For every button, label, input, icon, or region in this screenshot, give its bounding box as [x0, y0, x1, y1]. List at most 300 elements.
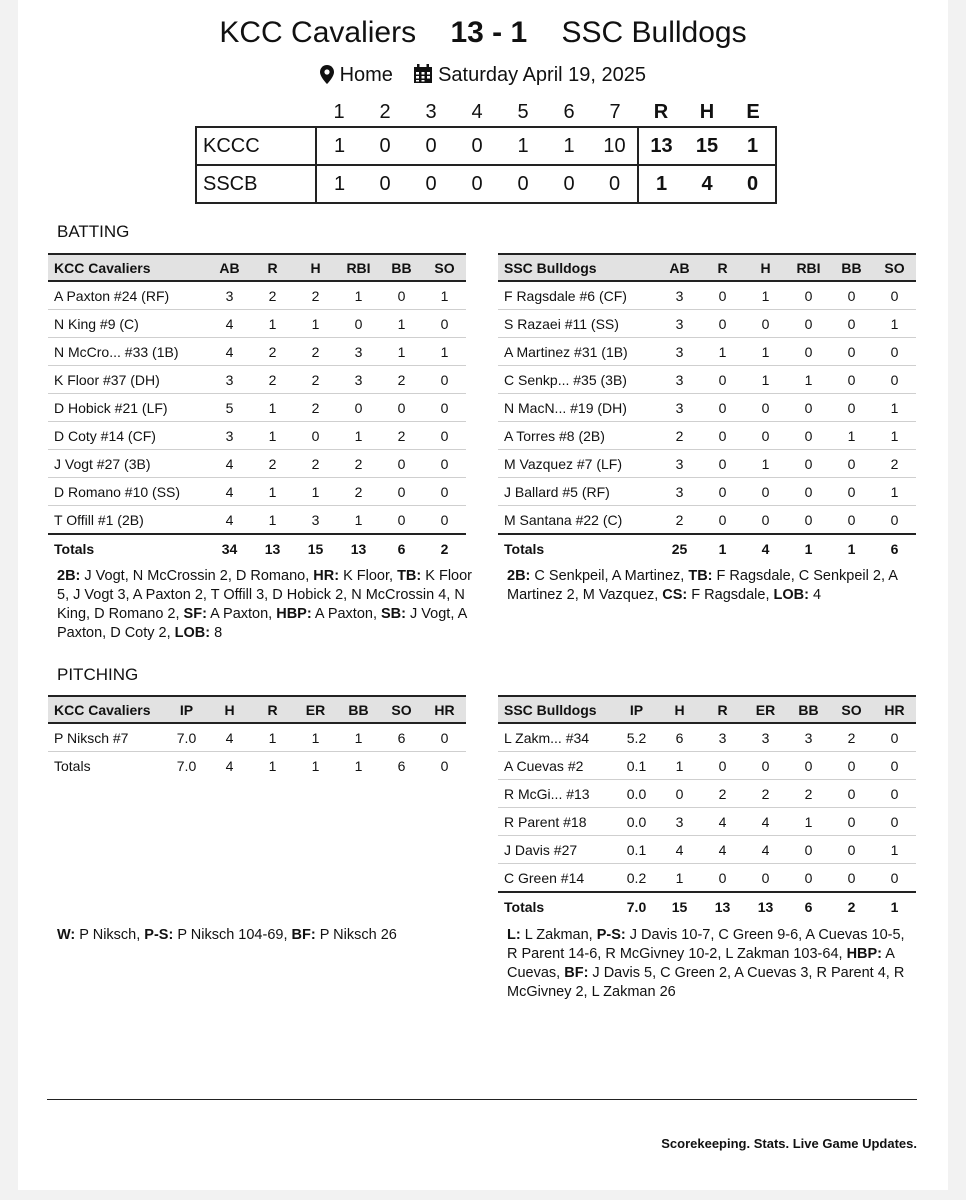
table-row	[48, 366, 466, 394]
stat-value: 4	[744, 534, 787, 562]
stat-value: 15	[658, 892, 701, 920]
total-errors: 1	[730, 127, 776, 165]
stat-value: 2	[873, 450, 916, 478]
stat-value: 0	[787, 310, 830, 338]
stat-value: 4	[208, 310, 251, 338]
stat-value: 0	[830, 864, 873, 893]
stat-value: 0	[830, 506, 873, 535]
table-row	[48, 723, 466, 752]
table-row	[498, 394, 916, 422]
stat-value: 0	[380, 478, 423, 506]
hits-header: H	[699, 100, 715, 123]
note-text: J Davis 5, C Green 2, A Cuevas 3, R Parent 4, R McGivney 2, L Zakman 26	[507, 965, 909, 1000]
stat-value: 0	[701, 478, 744, 506]
stat-value: 0	[830, 836, 873, 864]
note-label: BF:	[564, 965, 589, 981]
stat-value: 0	[701, 450, 744, 478]
stat-value: 0	[873, 723, 916, 752]
stat-value: 0	[873, 281, 916, 310]
player-name: M Santana #22 (C)	[498, 506, 658, 535]
table-row	[48, 478, 466, 506]
stat-value: 7.0	[165, 723, 208, 752]
pitching-section-title: PITCHING	[57, 665, 139, 684]
away-batting-notes	[507, 567, 917, 605]
stat-value: 0	[423, 310, 466, 338]
stat-value: 2	[830, 892, 873, 920]
stat-value: 1	[380, 310, 423, 338]
stat-value: 1	[251, 310, 294, 338]
player-name: C Green #14	[498, 864, 615, 893]
stat-value: 1	[251, 723, 294, 752]
player-name: A Paxton #24 (RF)	[48, 281, 208, 310]
player-name: R Parent #18	[498, 808, 615, 836]
note-text: L Zakman,	[520, 927, 597, 943]
stat-value: 0	[423, 506, 466, 535]
note-label: P-S:	[144, 927, 174, 943]
inning-header: 1	[333, 100, 345, 123]
stat-value: 5.2	[615, 723, 658, 752]
inning-runs: 10	[592, 127, 638, 165]
stat-column-header: H	[208, 696, 251, 723]
player-name: A Torres #8 (2B)	[498, 422, 658, 450]
inning-header: 7	[609, 100, 621, 123]
stat-column-header: HR	[423, 696, 466, 723]
inning-runs: 0	[454, 165, 500, 203]
batting-section-title: BATTING	[57, 222, 130, 241]
stat-value: 1	[873, 478, 916, 506]
player-name: T Offill #1 (2B)	[48, 506, 208, 535]
table-row	[498, 723, 916, 752]
stat-value: 4	[744, 808, 787, 836]
table-row	[498, 836, 916, 864]
note-label: P-S:	[596, 927, 626, 943]
player-name: N McCro... #33 (1B)	[48, 338, 208, 366]
stat-value: 3	[208, 366, 251, 394]
stat-value: 0	[787, 394, 830, 422]
stat-value: 2	[658, 506, 701, 535]
table-row	[498, 450, 916, 478]
table-row	[498, 506, 916, 535]
table-row	[48, 394, 466, 422]
inning-header: 2	[379, 100, 391, 123]
inning-runs: 0	[362, 165, 408, 203]
table-row	[498, 864, 916, 893]
inning-runs: 1	[500, 127, 546, 165]
stat-value: 2	[294, 366, 337, 394]
stat-value: 6	[380, 534, 423, 562]
stat-value: 1	[251, 506, 294, 535]
stat-value: 0	[423, 394, 466, 422]
stat-column-header: H	[744, 254, 787, 281]
stat-value: 1	[744, 366, 787, 394]
stat-value: 0	[423, 478, 466, 506]
inning-runs: 0	[362, 127, 408, 165]
stat-column-header: R	[251, 696, 294, 723]
note-text: J Vogt, N McCrossin 2, D Romano,	[80, 568, 314, 584]
stat-value: 2	[701, 780, 744, 808]
stat-value: 6	[658, 723, 701, 752]
stat-value: 3	[208, 422, 251, 450]
stat-value: 1	[337, 723, 380, 752]
table-row	[498, 338, 916, 366]
note-text: 4	[808, 587, 822, 603]
player-name: A Martinez #31 (1B)	[498, 338, 658, 366]
stat-value: 0	[830, 808, 873, 836]
note-label: LOB:	[174, 625, 211, 641]
stat-value: 3	[208, 281, 251, 310]
stat-value: 5	[208, 394, 251, 422]
player-name: J Davis #27	[498, 836, 615, 864]
stat-value: 2	[787, 780, 830, 808]
stat-value: 4	[744, 836, 787, 864]
note-label: HBP:	[276, 606, 312, 622]
stat-value: 1	[830, 534, 873, 562]
stat-value: 3	[337, 366, 380, 394]
stat-value: 0	[744, 478, 787, 506]
inning-header: 6	[563, 100, 575, 123]
stat-value: 0	[744, 752, 787, 780]
stat-column-header: H	[658, 696, 701, 723]
total-hits: 15	[684, 127, 730, 165]
stat-value: 1	[294, 478, 337, 506]
stat-value: 2	[744, 780, 787, 808]
total-runs: 1	[638, 165, 684, 203]
stat-value: 1	[337, 281, 380, 310]
stat-value: 6	[787, 892, 830, 920]
stat-value: 0	[701, 394, 744, 422]
stat-value: 2	[380, 422, 423, 450]
stat-value: 15	[294, 534, 337, 562]
stat-value: 0	[423, 723, 466, 752]
line-score-row	[196, 127, 776, 165]
stat-value: 0	[701, 310, 744, 338]
stat-value: 3	[658, 366, 701, 394]
stat-column-header: SO	[830, 696, 873, 723]
player-name: Totals	[48, 534, 208, 562]
note-text: K Floor 5, J Vogt 3, A Paxton 2, T Offill 3, D Hobick 2, N McCrossin 4, N King, D Romano 2,	[57, 568, 477, 622]
stat-column-header: BB	[380, 254, 423, 281]
stat-value: 4	[658, 836, 701, 864]
table-row	[498, 752, 916, 780]
table-header-row	[48, 254, 466, 281]
player-name: L Zakm... #34	[498, 723, 615, 752]
inning-runs: 0	[546, 165, 592, 203]
stat-value: 1	[337, 752, 380, 780]
player-name: D Coty #14 (CF)	[48, 422, 208, 450]
stat-value: 1	[251, 752, 294, 780]
stat-value: 3	[658, 338, 701, 366]
stat-value: 1	[658, 864, 701, 893]
note-label: LOB:	[773, 587, 809, 603]
stat-column-header: AB	[208, 254, 251, 281]
away-team-name: SSC Bulldogs	[561, 16, 747, 49]
stat-column-header: SO	[423, 254, 466, 281]
stat-value: 3	[337, 338, 380, 366]
stat-column-header: R	[251, 254, 294, 281]
stat-column-header: RBI	[787, 254, 830, 281]
errors-header: E	[746, 100, 760, 123]
note-text: P Niksch,	[75, 927, 145, 943]
stat-value: 13	[744, 892, 787, 920]
stat-value: 1	[380, 338, 423, 366]
note-label: HR:	[313, 568, 340, 584]
stat-value: 0	[787, 338, 830, 366]
location-pin-icon	[320, 65, 334, 84]
stat-value: 4	[208, 450, 251, 478]
stat-column-header: BB	[337, 696, 380, 723]
stat-value: 0	[380, 281, 423, 310]
stat-value: 0	[380, 394, 423, 422]
stat-value: 3	[294, 506, 337, 535]
note-label: L:	[507, 927, 521, 943]
stat-value: 0	[873, 506, 916, 535]
line-score-team: SSCB	[196, 165, 316, 203]
line-score-table	[195, 98, 777, 204]
stat-value: 2	[830, 723, 873, 752]
stat-value: 2	[251, 366, 294, 394]
home-batting-notes	[57, 567, 477, 643]
stat-value: 3	[658, 394, 701, 422]
stat-value: 1	[873, 422, 916, 450]
stat-value: 1	[423, 281, 466, 310]
stat-value: 0	[744, 394, 787, 422]
stat-column-header: ER	[744, 696, 787, 723]
stat-value: 0	[787, 506, 830, 535]
stat-value: 2	[294, 450, 337, 478]
game-info	[18, 64, 948, 87]
stat-value: 1	[294, 752, 337, 780]
stat-value: 0	[701, 506, 744, 535]
stat-value: 1	[744, 338, 787, 366]
inning-runs: 1	[316, 127, 362, 165]
team-header: KCC Cavaliers	[48, 696, 165, 723]
stat-value: 0	[830, 310, 873, 338]
stat-column-header: IP	[615, 696, 658, 723]
inning-runs: 0	[500, 165, 546, 203]
stat-value: 1	[251, 394, 294, 422]
note-label: SF:	[183, 606, 207, 622]
stat-column-header: AB	[658, 254, 701, 281]
stat-value: 1	[337, 422, 380, 450]
stat-value: 0	[744, 864, 787, 893]
stat-column-header: H	[294, 254, 337, 281]
stat-value: 7.0	[615, 892, 658, 920]
stat-column-header: SO	[873, 254, 916, 281]
stat-value: 4	[701, 808, 744, 836]
note-text: P Niksch 26	[315, 927, 397, 943]
table-row	[48, 506, 466, 535]
stat-value: 0	[787, 422, 830, 450]
game-date: Saturday April 19, 2025	[438, 64, 646, 86]
note-label: 2B:	[507, 568, 531, 584]
stat-value: 0	[787, 752, 830, 780]
stat-value: 0.0	[615, 808, 658, 836]
stat-value: 0	[873, 752, 916, 780]
stat-value: 0	[423, 450, 466, 478]
table-row	[48, 310, 466, 338]
team-header: SSC Bulldogs	[498, 696, 615, 723]
stat-value: 0	[744, 310, 787, 338]
stat-value: 0	[701, 366, 744, 394]
stat-value: 2	[423, 534, 466, 562]
stat-value: 0	[873, 338, 916, 366]
table-header-row	[48, 696, 466, 723]
note-text: 8	[210, 625, 223, 641]
stat-value: 1	[423, 338, 466, 366]
game-location: Home	[339, 64, 393, 86]
line-score-team: KCCC	[196, 127, 316, 165]
player-name: A Cuevas #2	[498, 752, 615, 780]
stat-value: 0	[701, 422, 744, 450]
stat-value: 1	[701, 338, 744, 366]
player-name: F Ragsdale #6 (CF)	[498, 281, 658, 310]
stat-value: 2	[251, 281, 294, 310]
runs-header: R	[653, 100, 669, 123]
note-text: P Niksch 104-69,	[173, 927, 292, 943]
table-header-row	[498, 696, 916, 723]
player-name: J Vogt #27 (3B)	[48, 450, 208, 478]
stat-value: 6	[380, 723, 423, 752]
table-row	[498, 808, 916, 836]
stat-value: 2	[294, 281, 337, 310]
stat-value: 3	[787, 723, 830, 752]
table-header-row	[498, 254, 916, 281]
stat-value: 0	[830, 752, 873, 780]
stat-value: 0	[701, 281, 744, 310]
inning-runs: 1	[316, 165, 362, 203]
stat-value: 3	[658, 310, 701, 338]
stat-value: 3	[658, 478, 701, 506]
footer-tagline: Scorekeeping. Stats. Live Game Updates.	[661, 1136, 917, 1151]
stat-value: 1	[873, 310, 916, 338]
stat-value: 1	[873, 892, 916, 920]
player-name: Totals	[48, 752, 165, 780]
stat-value: 0	[873, 808, 916, 836]
total-runs: 13	[638, 127, 684, 165]
stat-value: 1	[830, 422, 873, 450]
stat-value: 25	[658, 534, 701, 562]
stat-value: 13	[337, 534, 380, 562]
note-label: BF:	[291, 927, 316, 943]
stat-value: 0	[380, 450, 423, 478]
stat-value: 3	[658, 450, 701, 478]
stat-value: 0	[423, 366, 466, 394]
totals-row	[48, 534, 466, 562]
stat-value: 2	[658, 422, 701, 450]
note-label: SB:	[381, 606, 406, 622]
stat-value: 0	[830, 366, 873, 394]
stat-value: 1	[337, 506, 380, 535]
stat-value: 0.0	[615, 780, 658, 808]
stat-value: 4	[208, 752, 251, 780]
stat-value: 0	[423, 422, 466, 450]
stat-column-header: BB	[830, 254, 873, 281]
total-hits: 4	[684, 165, 730, 203]
table-row	[498, 422, 916, 450]
stat-value: 0	[337, 394, 380, 422]
home-pitching-table	[48, 695, 466, 779]
total-errors: 0	[730, 165, 776, 203]
stat-value: 3	[658, 808, 701, 836]
stat-value: 0.1	[615, 752, 658, 780]
stat-value: 1	[701, 534, 744, 562]
stat-value: 1	[873, 836, 916, 864]
totals-row	[48, 752, 466, 780]
note-label: W:	[57, 927, 76, 943]
away-batting-table	[498, 253, 916, 562]
note-text: J Davis 10-7, C Green 9-6, A Cuevas 10-5, R Parent 14-6, R McGivney 10-2, L Zakman 103-64,	[507, 927, 909, 962]
stat-value: 13	[701, 892, 744, 920]
home-pitching-notes	[57, 926, 477, 945]
stat-value: 0	[873, 864, 916, 893]
stat-column-header: HR	[873, 696, 916, 723]
note-label: HBP:	[846, 946, 883, 962]
stat-value: 2	[337, 478, 380, 506]
table-row	[498, 366, 916, 394]
note-text: C Senkpeil, A Martinez,	[530, 568, 689, 584]
stat-value: 0.2	[615, 864, 658, 893]
stat-value: 4	[208, 506, 251, 535]
stat-value: 1	[658, 752, 701, 780]
stat-value: 0	[787, 836, 830, 864]
stat-value: 3	[744, 723, 787, 752]
inning-runs: 0	[592, 165, 638, 203]
stat-value: 0	[830, 281, 873, 310]
table-row	[48, 450, 466, 478]
player-name: J Ballard #5 (RF)	[498, 478, 658, 506]
team-header: SSC Bulldogs	[498, 254, 658, 281]
stat-value: 0	[787, 864, 830, 893]
stat-value: 0	[423, 752, 466, 780]
line-score-header	[196, 98, 776, 127]
note-label: TB:	[688, 568, 713, 584]
home-team-name: KCC Cavaliers	[219, 16, 417, 49]
table-row	[498, 478, 916, 506]
stat-value: 0	[830, 394, 873, 422]
player-name: D Romano #10 (SS)	[48, 478, 208, 506]
stat-value: 0	[337, 310, 380, 338]
stat-column-header: IP	[165, 696, 208, 723]
stat-value: 2	[294, 338, 337, 366]
player-name: D Hobick #21 (LF)	[48, 394, 208, 422]
player-name: R McGi... #13	[498, 780, 615, 808]
stat-value: 7.0	[165, 752, 208, 780]
stat-value: 2	[380, 366, 423, 394]
note-text: A Paxton,	[206, 606, 277, 622]
note-text: A Paxton,	[311, 606, 382, 622]
stat-column-header: ER	[294, 696, 337, 723]
stat-value: 1	[744, 281, 787, 310]
away-pitching-table	[498, 695, 916, 920]
stat-column-header: RBI	[337, 254, 380, 281]
stat-value: 0	[294, 422, 337, 450]
note-text: F Ragsdale,	[687, 587, 774, 603]
table-row	[48, 422, 466, 450]
player-name: P Niksch #7	[48, 723, 165, 752]
stat-column-header: R	[701, 254, 744, 281]
inning-runs: 0	[408, 165, 454, 203]
stat-column-header: BB	[787, 696, 830, 723]
inning-header: 4	[471, 100, 483, 123]
stat-value: 1	[787, 534, 830, 562]
stat-value: 2	[251, 338, 294, 366]
player-name: N MacN... #19 (DH)	[498, 394, 658, 422]
stat-value: 13	[251, 534, 294, 562]
stat-value: 0	[830, 338, 873, 366]
player-name: K Floor #37 (DH)	[48, 366, 208, 394]
stat-value: 2	[251, 450, 294, 478]
player-name: S Razaei #11 (SS)	[498, 310, 658, 338]
